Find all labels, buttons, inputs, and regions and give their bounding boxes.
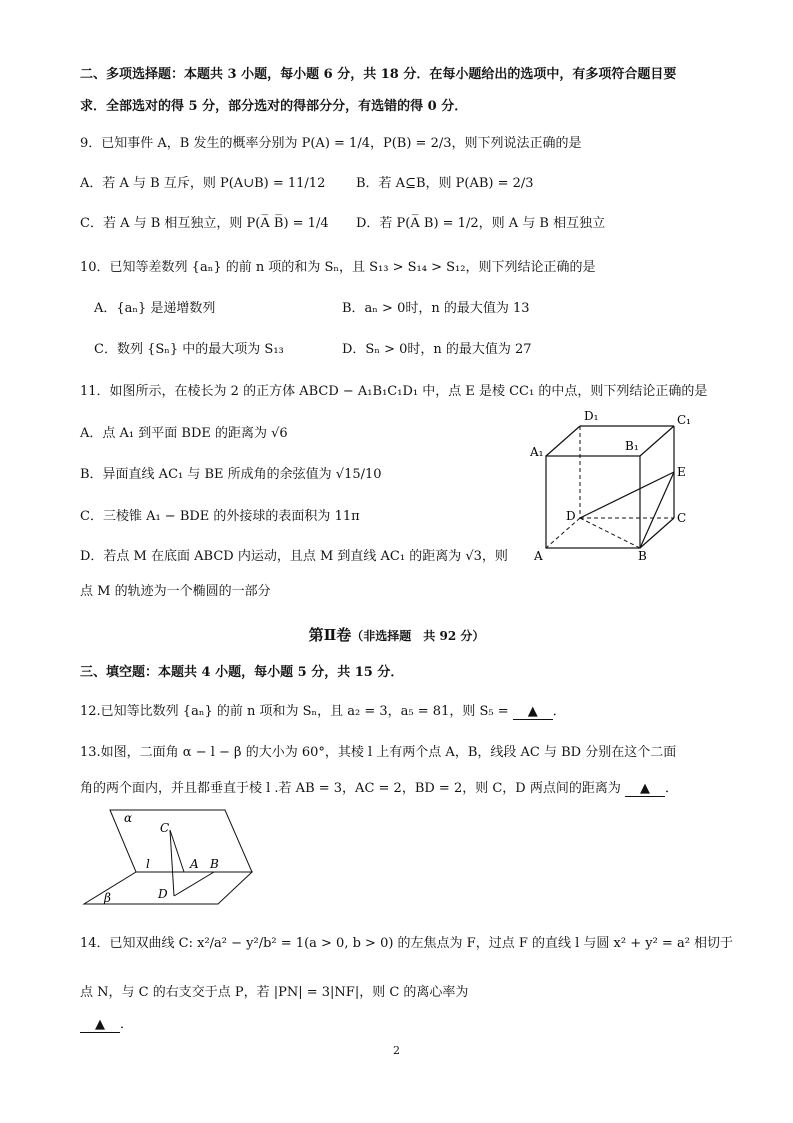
part2-title: 第Ⅱ卷 bbox=[308, 626, 352, 644]
q14-tail: ． bbox=[120, 1017, 134, 1032]
q12-answer-blank[interactable]: ▲ bbox=[513, 705, 553, 720]
part2-title-block bbox=[0, 624, 793, 645]
fig13-label-c: C bbox=[160, 821, 170, 835]
q12-line bbox=[80, 703, 566, 721]
q9-stem: 9．已知事件 A，B 发生的概率分别为 P(A) = 1/4，P(B) = 2/3，则下列说法正确的是 bbox=[80, 136, 582, 151]
page-number: 2 bbox=[393, 1044, 400, 1057]
q9-option-d: D．若 P(A̅ B) = 1/2，则 A 与 B 相互独立 bbox=[356, 216, 606, 231]
q10-option-b: B．aₙ > 0时，n 的最大值为 13 bbox=[342, 301, 530, 316]
q13-answer-blank[interactable]: ▲ bbox=[625, 782, 665, 797]
cube-label-e: E bbox=[677, 465, 686, 479]
q12-text: 12.已知等比数列 {aₙ} 的前 n 项和为 Sₙ，且 a₂ = 3，a₅ = 81，则 S₅ = bbox=[80, 704, 509, 719]
q12-tail: ． bbox=[552, 704, 566, 719]
q11-option-b: B．异面直线 AC₁ 与 BE 所成角的余弦值为 √15/10 bbox=[80, 467, 382, 482]
q13-tail: ． bbox=[665, 781, 679, 796]
q9-option-a: A．若 A 与 B 互斥，则 P(A∪B) = 11/12 bbox=[80, 176, 326, 191]
fig13-label-beta: β bbox=[104, 891, 111, 905]
q11-option-c: C．三棱锥 A₁ − BDE 的外接球的表面积为 11π bbox=[80, 509, 360, 524]
cube-label-a: A bbox=[534, 549, 543, 563]
q11-option-a: A．点 A₁ 到平面 BDE 的距离为 √6 bbox=[80, 426, 288, 441]
q14-answer-blank[interactable]: ▲ bbox=[80, 1018, 120, 1033]
dihedral-figure bbox=[80, 808, 280, 908]
q13-line1: 13.如图，二面角 α − l − β 的大小为 60°，其棱 l 上有两个点 A，B，线段 AC 与 BD 分别在这个二面 bbox=[80, 745, 677, 760]
cube-label-d: D bbox=[566, 509, 576, 523]
q13-line2: 角的两个面内，并且都垂直于棱 l .若 AB = 3，AC = 2，BD = 2，则 C，D 两点间的距离为 bbox=[80, 781, 621, 796]
q9-option-c: C．若 A 与 B 相互独立，则 P(A̅ B̅) = 1/4 bbox=[80, 216, 329, 231]
q14-line2: 点 N，与 C 的右支交于点 P，若 |PN| = 3|NF|，则 C 的离心率为 bbox=[80, 985, 469, 1000]
q10-option-a: A．{aₙ} 是递增数列 bbox=[94, 301, 216, 316]
q10-stem: 10．已知等差数列 {aₙ} 的前 n 项的和为 Sₙ，且 S₁₃ > S₁₄ > S₁₂，则下列结论正确的是 bbox=[80, 260, 596, 275]
fig13-label-b: B bbox=[210, 857, 219, 871]
cube-label-b: B bbox=[638, 549, 647, 563]
q11-option-d-line1: D．若点 M 在底面 ABCD 内运动，且点 M 到直线 AC₁ 的距离为 √3，则 bbox=[80, 549, 508, 564]
section-multi-line2: 求．全部选对的得 5 分，部分选对的得部分分，有选错的得 0 分． bbox=[80, 99, 468, 114]
fig13-label-l: l bbox=[146, 857, 150, 871]
cube-label-c1: C₁ bbox=[677, 413, 691, 427]
q14-answer-line bbox=[80, 1016, 133, 1034]
part2-subtitle: （非选择题 共 92 分） bbox=[351, 629, 485, 643]
section-fill-heading: 三、填空题：本题共 4 小题，每小题 5 分，共 15 分． bbox=[80, 665, 404, 680]
cube-label-b1: B₁ bbox=[625, 439, 639, 453]
fig13-label-a: A bbox=[190, 857, 199, 871]
q11-option-d-line2: 点 M 的轨迹为一个椭圆的一部分 bbox=[80, 584, 271, 599]
q9-option-b: B．若 A⊆B，则 P(AB) = 2/3 bbox=[356, 176, 534, 191]
fig13-label-d: D bbox=[158, 887, 168, 901]
section-multi-line1: 二、多项选择题：本题共 3 小题，每小题 6 分，共 18 分．在每小题给出的选项中，有多项符合题目要 bbox=[80, 67, 677, 82]
q13-line2-wrap bbox=[80, 780, 678, 798]
fig13-label-alpha: α bbox=[124, 811, 133, 825]
q14-line1: 14．已知双曲线 C: x²/a² − y²/b² = 1(a > 0, b > 0) 的左焦点为 F，过点 F 的直线 l 与圆 x² + y² = a² 相切于 bbox=[80, 936, 734, 951]
cube-figure bbox=[528, 408, 698, 568]
cube-label-a1: A₁ bbox=[530, 445, 544, 459]
q10-option-c: C．数列 {Sₙ} 中的最大项为 S₁₃ bbox=[94, 342, 284, 357]
q10-option-d: D．Sₙ > 0时，n 的最大值为 27 bbox=[342, 342, 532, 357]
cube-label-c: C bbox=[677, 511, 687, 525]
q11-stem: 11．如图所示，在棱长为 2 的正方体 ABCD − A₁B₁C₁D₁ 中，点 E 是棱 CC₁ 的中点，则下列结论正确的是 bbox=[80, 384, 708, 399]
cube-label-d1: D₁ bbox=[584, 409, 599, 423]
